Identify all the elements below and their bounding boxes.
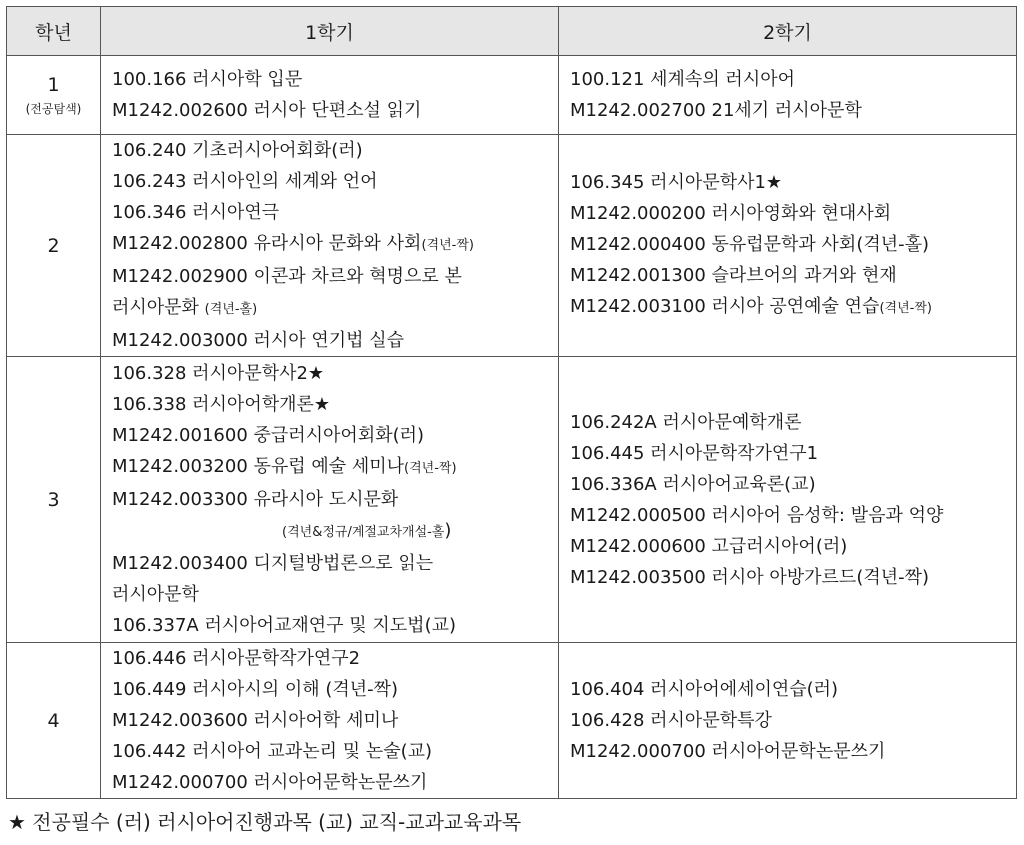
course-item: M1242.003400 디지털방법론으로 읽는 (112, 553, 434, 574)
course-item: 100.166 러시아학 입문 (112, 69, 303, 90)
semester-1-courses (101, 357, 559, 643)
course-item: M1242.003600 러시아어학 세미나 (112, 710, 399, 731)
semester-2-courses (559, 643, 1017, 799)
course-item: 106.445 러시아문학작가연구1 (570, 442, 819, 464)
semester-2-courses (559, 357, 1017, 643)
legend-note: ★ 전공필수 (러) 러시아어진행과목 (교) 교직-교과교육과목 (8, 810, 522, 834)
course-item (112, 292, 550, 325)
course-text: M1242.003100 러시아 공연예술 연습 (570, 296, 880, 317)
course-item (570, 291, 1008, 324)
header-year: 학년 (7, 7, 101, 56)
course-note: (격년-짝) (421, 238, 474, 253)
course-text: M1242.002800 유라시아 문화와 사회 (112, 233, 422, 254)
course-item: M1242.000400 동유럽문학과 사회(격년-홀) (570, 234, 930, 255)
course-item: M1242.000700 러시아어문학논문쓰기 (112, 772, 428, 793)
semester-1-courses (101, 643, 559, 799)
course-item: 106.338 러시아어학개론★ (112, 394, 331, 415)
header-row (7, 7, 1017, 56)
course-item: 106.449 러시아시의 이해 (격년-짝) (112, 679, 399, 700)
header-semester-1: 1학기 (101, 7, 559, 56)
table-row-year-2 (7, 135, 1017, 357)
course-item: M1242.000600 고급러시아어(러) (570, 535, 848, 557)
course-item: 106.243 러시아인의 세계와 언어 (112, 171, 378, 192)
course-item (112, 228, 550, 261)
course-item: M1242.003000 러시아 연기법 실습 (112, 330, 405, 351)
course-item: 106.404 러시아어에세이연습(러) (570, 679, 839, 700)
semester-2-courses (559, 56, 1017, 135)
course-note-paren: ) (444, 520, 452, 541)
course-item: 100.121 세계속의 러시아어 (570, 69, 795, 90)
course-note: (격년-홀) (204, 302, 258, 317)
course-item: M1242.002700 21세기 러시아문학 (570, 100, 862, 121)
course-text: 러시아문화 (112, 297, 205, 318)
year-number: 4 (47, 709, 60, 732)
course-item: M1242.003300 유라시아 도시문화 (112, 489, 399, 510)
course-item: 106.240 기초러시아어회화(러) (112, 140, 363, 161)
course-note: (격년-짝) (879, 301, 932, 316)
header-semester-2: 2학기 (559, 7, 1017, 56)
year-number: 2 (47, 234, 60, 257)
course-note: (격년-짝) (404, 461, 457, 476)
course-text: M1242.003200 동유럽 예술 세미나 (112, 456, 405, 477)
year-cell (7, 135, 101, 357)
table-row-year-1 (7, 56, 1017, 135)
course-item: M1242.000500 러시아어 음성학: 발음과 억양 (570, 504, 944, 526)
curriculum-table (6, 6, 1017, 799)
course-note-line (112, 515, 550, 548)
table-row-year-4 (7, 643, 1017, 799)
year-cell (7, 357, 101, 643)
table-row-year-3 (7, 357, 1017, 643)
course-item: 106.336A 러시아어교육론(교) (570, 473, 816, 495)
course-item: 러시아문학 (112, 584, 199, 605)
course-item: M1242.003500 러시아 아방가르드(격년-짝) (570, 566, 930, 588)
course-item: M1242.002600 러시아 단편소설 읽기 (112, 100, 422, 121)
semester-2-courses (559, 135, 1017, 357)
year-number: 3 (47, 488, 60, 511)
course-item: 106.442 러시아어 교과논리 및 논술(교) (112, 741, 433, 762)
course-note: (격년&정규/계절교차개설-홀 (282, 525, 445, 540)
course-item: 106.242A 러시아문예학개론 (570, 411, 802, 433)
course-item: M1242.002900 이콘과 차르와 혁명으로 본 (112, 266, 462, 287)
semester-1-courses (101, 56, 559, 135)
course-item: M1242.001300 슬라브어의 과거와 현재 (570, 265, 897, 286)
year-cell (7, 56, 101, 135)
course-item: 106.337A 러시아어교재연구 및 지도법(교) (112, 615, 457, 636)
course-item: 106.328 러시아문학사2★ (112, 363, 325, 384)
semester-1-courses (101, 135, 559, 357)
course-item: 106.346 러시아연극 (112, 202, 280, 223)
year-note: (전공탐색) (25, 101, 82, 116)
course-item: M1242.000200 러시아영화와 현대사회 (570, 203, 892, 224)
course-item: 106.446 러시아문학작가연구2 (112, 648, 361, 669)
year-cell (7, 643, 101, 799)
course-item: 106.428 러시아문학특강 (570, 710, 772, 731)
course-item (112, 451, 550, 484)
course-item: M1242.001600 중급러시아어회화(러) (112, 425, 425, 446)
year-number: 1 (47, 73, 60, 96)
course-item: M1242.000700 러시아어문학논문쓰기 (570, 741, 886, 762)
course-item: 106.345 러시아문학사1★ (570, 172, 783, 193)
